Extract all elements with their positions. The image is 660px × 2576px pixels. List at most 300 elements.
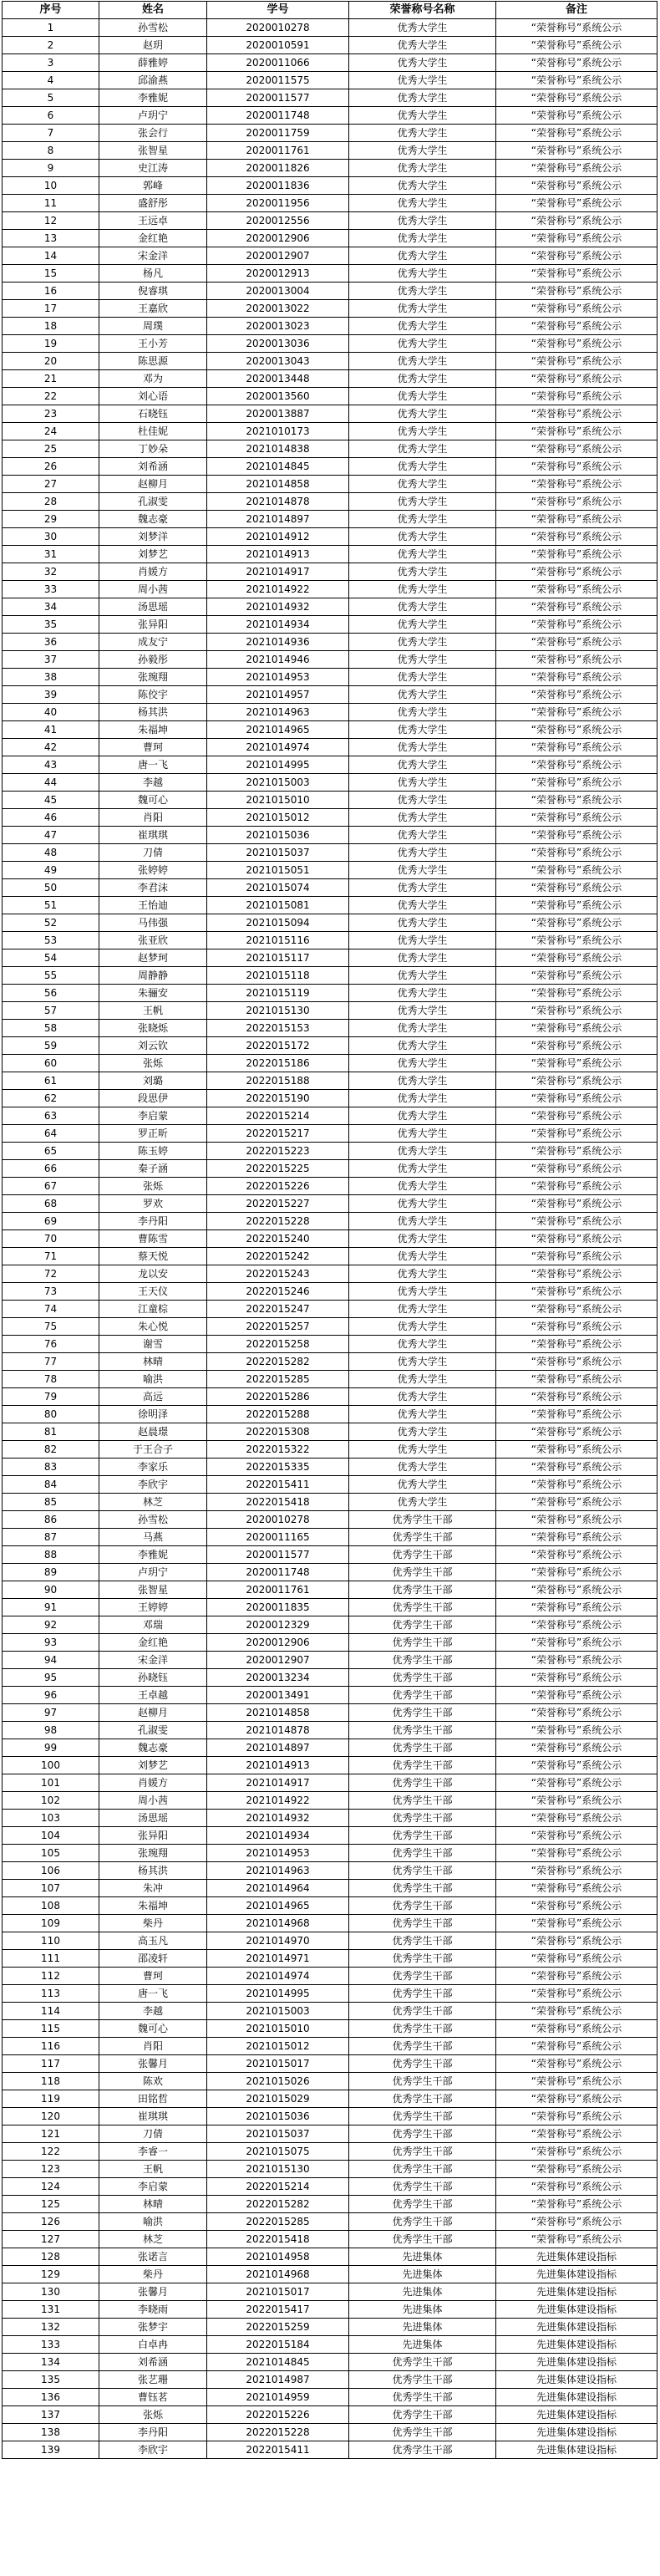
cell-remark: “荣誉称号”系统公示 — [496, 1985, 657, 2003]
cell-index: 14 — [3, 247, 99, 265]
cell-name: 肖媛方 — [99, 1774, 207, 1792]
cell-student-id: 2022015286 — [207, 1388, 349, 1406]
cell-honor-title: 优秀学生干部 — [349, 2424, 496, 2441]
cell-honor-title: 优秀大学生 — [349, 634, 496, 651]
table-row — [3, 2108, 657, 2125]
cell-name: 丁妙朵 — [99, 440, 207, 458]
cell-honor-title: 优秀大学生 — [349, 792, 496, 809]
table-row — [3, 1494, 657, 1511]
cell-student-id: 2021014995 — [207, 1985, 349, 2003]
cell-student-id: 2022015246 — [207, 1283, 349, 1301]
cell-name: 柴丹 — [99, 2266, 207, 2283]
cell-remark: “荣誉称号”系统公示 — [496, 949, 657, 967]
cell-name: 史江涛 — [99, 160, 207, 177]
table-row — [3, 2301, 657, 2319]
cell-honor-title: 优秀学生干部 — [349, 2213, 496, 2231]
table-row — [3, 563, 657, 581]
cell-remark: “荣誉称号”系统公示 — [496, 353, 657, 370]
cell-index: 96 — [3, 1687, 99, 1704]
cell-index: 86 — [3, 1511, 99, 1529]
cell-student-id: 2022015411 — [207, 1476, 349, 1494]
table-row — [3, 1529, 657, 1546]
cell-index: 137 — [3, 2406, 99, 2424]
cell-index: 25 — [3, 440, 99, 458]
table-row — [3, 1985, 657, 2003]
cell-remark: 先进集体建设指标 — [496, 2266, 657, 2283]
table-row — [3, 195, 657, 212]
cell-remark: “荣誉称号”系统公示 — [496, 1564, 657, 1581]
cell-honor-title: 优秀大学生 — [349, 1178, 496, 1195]
cell-honor-title: 优秀大学生 — [349, 739, 496, 756]
table-row — [3, 1845, 657, 1862]
cell-index: 53 — [3, 932, 99, 949]
cell-remark: “荣誉称号”系统公示 — [496, 1669, 657, 1687]
cell-honor-title: 优秀大学生 — [349, 283, 496, 300]
cell-honor-title: 优秀大学生 — [349, 160, 496, 177]
cell-honor-title: 优秀大学生 — [349, 528, 496, 546]
cell-name: 肖阳 — [99, 809, 207, 827]
cell-honor-title: 优秀学生干部 — [349, 1862, 496, 1880]
cell-index: 139 — [3, 2441, 99, 2459]
cell-remark: “荣誉称号”系统公示 — [496, 2073, 657, 2090]
table-row — [3, 370, 657, 388]
cell-index: 26 — [3, 458, 99, 476]
cell-student-id: 2021014936 — [207, 634, 349, 651]
table-row — [3, 1423, 657, 1441]
cell-student-id: 2021014845 — [207, 458, 349, 476]
cell-remark: “荣誉称号”系统公示 — [496, 598, 657, 616]
cell-honor-title: 优秀大学生 — [349, 440, 496, 458]
cell-student-id: 2021015026 — [207, 2073, 349, 2090]
table-row — [3, 598, 657, 616]
cell-honor-title: 优秀大学生 — [349, 704, 496, 721]
cell-honor-title: 优秀学生干部 — [349, 1704, 496, 1722]
cell-honor-title: 优秀大学生 — [349, 546, 496, 563]
table-row — [3, 2073, 657, 2090]
table-row — [3, 1599, 657, 1616]
table-row — [3, 1739, 657, 1757]
cell-name: 崔琪琪 — [99, 2108, 207, 2125]
cell-student-id: 2020012907 — [207, 1652, 349, 1669]
table-row — [3, 318, 657, 335]
cell-honor-title: 优秀大学生 — [349, 932, 496, 949]
cell-student-id: 2021014917 — [207, 1774, 349, 1792]
cell-name: 孙雪松 — [99, 1511, 207, 1529]
table-row — [3, 2231, 657, 2248]
cell-remark: 先进集体建设指标 — [496, 2248, 657, 2266]
cell-student-id: 2020013023 — [207, 318, 349, 335]
cell-name: 陈佼宇 — [99, 686, 207, 704]
cell-student-id: 2020011761 — [207, 142, 349, 160]
cell-honor-title: 优秀学生干部 — [349, 1634, 496, 1652]
table-row — [3, 1880, 657, 1897]
table-row — [3, 1862, 657, 1880]
cell-honor-title: 优秀大学生 — [349, 37, 496, 54]
table-row — [3, 405, 657, 423]
cell-name: 刘梦艺 — [99, 1757, 207, 1774]
cell-name: 刀倩 — [99, 844, 207, 862]
cell-remark: “荣誉称号”系统公示 — [496, 1107, 657, 1125]
cell-remark: “荣誉称号”系统公示 — [496, 1845, 657, 1862]
cell-honor-title: 先进集体 — [349, 2319, 496, 2336]
cell-honor-title: 优秀学生干部 — [349, 1652, 496, 1669]
cell-student-id: 2021015075 — [207, 2143, 349, 2161]
cell-name: 段思伊 — [99, 1090, 207, 1107]
cell-name: 蔡天悦 — [99, 1248, 207, 1265]
cell-name: 曹珂 — [99, 739, 207, 756]
cell-name: 王远卓 — [99, 212, 207, 230]
table-row — [3, 493, 657, 511]
cell-student-id: 2021014897 — [207, 511, 349, 528]
cell-student-id: 2021014917 — [207, 563, 349, 581]
cell-honor-title: 优秀学生干部 — [349, 1810, 496, 1827]
cell-name: 张婷婷 — [99, 862, 207, 879]
cell-name: 龙以安 — [99, 1265, 207, 1283]
cell-honor-title: 优秀大学生 — [349, 230, 496, 247]
cell-student-id: 2021014878 — [207, 493, 349, 511]
cell-remark: “荣誉称号”系统公示 — [496, 1687, 657, 1704]
table-row — [3, 634, 657, 651]
cell-honor-title: 优秀大学生 — [349, 1336, 496, 1353]
table-row — [3, 2161, 657, 2178]
cell-remark: “荣誉称号”系统公示 — [496, 1423, 657, 1441]
cell-remark: “荣誉称号”系统公示 — [496, 1125, 657, 1143]
cell-index: 41 — [3, 721, 99, 739]
cell-honor-title: 优秀学生干部 — [349, 1669, 496, 1687]
cell-name: 刘云钦 — [99, 1037, 207, 1055]
cell-student-id: 2022015172 — [207, 1037, 349, 1055]
cell-name: 林晴 — [99, 2196, 207, 2213]
table-row — [3, 1265, 657, 1283]
cell-honor-title: 优秀大学生 — [349, 1143, 496, 1160]
table-row — [3, 458, 657, 476]
cell-honor-title: 优秀大学生 — [349, 651, 496, 669]
cell-index: 113 — [3, 1985, 99, 2003]
cell-index: 124 — [3, 2178, 99, 2196]
table-row — [3, 1160, 657, 1178]
cell-remark: “荣誉称号”系统公示 — [496, 1652, 657, 1669]
cell-remark: “荣誉称号”系统公示 — [496, 1248, 657, 1265]
header-remark: 备注 — [496, 2, 657, 19]
cell-student-id: 2021014995 — [207, 756, 349, 774]
cell-name: 刘梦洋 — [99, 528, 207, 546]
cell-name: 石晓钰 — [99, 405, 207, 423]
cell-student-id: 2021014913 — [207, 546, 349, 563]
cell-honor-title: 优秀学生干部 — [349, 2090, 496, 2108]
cell-name: 唐一飞 — [99, 1985, 207, 2003]
table-row — [3, 2441, 657, 2459]
cell-index: 21 — [3, 370, 99, 388]
cell-name: 林芝 — [99, 2231, 207, 2248]
cell-name: 杨其洪 — [99, 1862, 207, 1880]
cell-honor-title: 优秀学生干部 — [349, 2178, 496, 2196]
cell-name: 杨其洪 — [99, 704, 207, 721]
cell-index: 3 — [3, 54, 99, 72]
cell-remark: “荣誉称号”系统公示 — [496, 1353, 657, 1371]
cell-remark: “荣誉称号”系统公示 — [496, 967, 657, 985]
cell-student-id: 2022015288 — [207, 1406, 349, 1423]
header-honor-title: 荣誉称号名称 — [349, 2, 496, 19]
cell-name: 魏可心 — [99, 792, 207, 809]
table-row — [3, 616, 657, 634]
cell-name: 邵凌轩 — [99, 1950, 207, 1968]
cell-student-id: 2021014953 — [207, 669, 349, 686]
table-row — [3, 2266, 657, 2283]
cell-student-id: 2021014838 — [207, 440, 349, 458]
cell-student-id: 2020010278 — [207, 19, 349, 37]
cell-name: 张智星 — [99, 1581, 207, 1599]
cell-index: 105 — [3, 1845, 99, 1862]
cell-index: 57 — [3, 1002, 99, 1020]
cell-honor-title: 优秀学生干部 — [349, 1774, 496, 1792]
cell-name: 朱福坤 — [99, 721, 207, 739]
cell-honor-title: 先进集体 — [349, 2301, 496, 2319]
cell-remark: “荣誉称号”系统公示 — [496, 511, 657, 528]
cell-remark: “荣誉称号”系统公示 — [496, 335, 657, 353]
cell-honor-title: 优秀学生干部 — [349, 1845, 496, 1862]
cell-index: 51 — [3, 897, 99, 914]
cell-remark: “荣誉称号”系统公示 — [496, 247, 657, 265]
table-row — [3, 247, 657, 265]
cell-index: 45 — [3, 792, 99, 809]
table-row — [3, 89, 657, 107]
cell-name: 王卓越 — [99, 1687, 207, 1704]
cell-remark: “荣誉称号”系统公示 — [496, 985, 657, 1002]
cell-remark: 先进集体建设指标 — [496, 2354, 657, 2371]
cell-name: 王帆 — [99, 1002, 207, 1020]
cell-name: 孙毅彤 — [99, 651, 207, 669]
cell-student-id: 2020011066 — [207, 54, 349, 72]
cell-index: 9 — [3, 160, 99, 177]
cell-name: 宋金洋 — [99, 1652, 207, 1669]
cell-index: 121 — [3, 2125, 99, 2143]
table-row — [3, 949, 657, 967]
cell-index: 63 — [3, 1107, 99, 1125]
cell-student-id: 2021015119 — [207, 985, 349, 1002]
table-row — [3, 1230, 657, 1248]
cell-remark: “荣誉称号”系统公示 — [496, 721, 657, 739]
table-row — [3, 2213, 657, 2231]
cell-honor-title: 优秀大学生 — [349, 949, 496, 967]
cell-name: 张晓烁 — [99, 1020, 207, 1037]
cell-name: 孔淑雯 — [99, 493, 207, 511]
cell-honor-title: 优秀大学生 — [349, 1072, 496, 1090]
table-row — [3, 1248, 657, 1265]
table-row — [3, 1915, 657, 1932]
cell-honor-title: 优秀学生干部 — [349, 1722, 496, 1739]
cell-index: 40 — [3, 704, 99, 721]
cell-index: 11 — [3, 195, 99, 212]
cell-index: 6 — [3, 107, 99, 125]
cell-name: 赵柳月 — [99, 476, 207, 493]
cell-remark: “荣誉称号”系统公示 — [496, 1002, 657, 1020]
cell-index: 129 — [3, 2266, 99, 2283]
cell-student-id: 2021014974 — [207, 739, 349, 756]
cell-student-id: 2021015012 — [207, 809, 349, 827]
cell-name: 崔琪琪 — [99, 827, 207, 844]
cell-index: 103 — [3, 1810, 99, 1827]
cell-index: 19 — [3, 335, 99, 353]
table-row — [3, 1107, 657, 1125]
cell-name: 林晴 — [99, 1353, 207, 1371]
cell-index: 125 — [3, 2196, 99, 2213]
cell-honor-title: 优秀大学生 — [349, 1459, 496, 1476]
table-row — [3, 2336, 657, 2354]
cell-student-id: 2020013022 — [207, 300, 349, 318]
cell-honor-title: 优秀大学生 — [349, 353, 496, 370]
table-row — [3, 1968, 657, 1985]
cell-remark: “荣誉称号”系统公示 — [496, 651, 657, 669]
cell-index: 106 — [3, 1862, 99, 1880]
cell-student-id: 2022015257 — [207, 1318, 349, 1336]
cell-honor-title: 优秀大学生 — [349, 669, 496, 686]
cell-index: 72 — [3, 1265, 99, 1283]
cell-honor-title: 优秀大学生 — [349, 142, 496, 160]
cell-honor-title: 优秀学生干部 — [349, 1599, 496, 1616]
cell-honor-title: 优秀大学生 — [349, 458, 496, 476]
cell-student-id: 2022015258 — [207, 1336, 349, 1353]
cell-student-id: 2021014932 — [207, 598, 349, 616]
table-row — [3, 756, 657, 774]
cell-index: 126 — [3, 2213, 99, 2231]
cell-honor-title: 优秀大学生 — [349, 1283, 496, 1301]
cell-index: 37 — [3, 651, 99, 669]
cell-index: 85 — [3, 1494, 99, 1511]
cell-student-id: 2021015010 — [207, 792, 349, 809]
cell-index: 109 — [3, 1915, 99, 1932]
cell-name: 张梦宇 — [99, 2319, 207, 2336]
cell-name: 邓为 — [99, 370, 207, 388]
cell-name: 魏可心 — [99, 2020, 207, 2038]
cell-remark: “荣誉称号”系统公示 — [496, 458, 657, 476]
cell-name: 王小芳 — [99, 335, 207, 353]
cell-remark: “荣誉称号”系统公示 — [496, 177, 657, 195]
cell-index: 48 — [3, 844, 99, 862]
cell-honor-title: 先进集体 — [349, 2266, 496, 2283]
cell-student-id: 2021015051 — [207, 862, 349, 879]
cell-student-id: 2021014958 — [207, 2248, 349, 2266]
cell-student-id: 2021014913 — [207, 1757, 349, 1774]
table-row — [3, 388, 657, 405]
cell-honor-title: 优秀大学生 — [349, 1213, 496, 1230]
table-row — [3, 844, 657, 862]
cell-index: 97 — [3, 1704, 99, 1722]
cell-name: 朱冲 — [99, 1880, 207, 1897]
cell-index: 134 — [3, 2354, 99, 2371]
cell-index: 114 — [3, 2003, 99, 2020]
cell-student-id: 2021014878 — [207, 1722, 349, 1739]
cell-honor-title: 优秀大学生 — [349, 879, 496, 897]
cell-honor-title: 优秀大学生 — [349, 1248, 496, 1265]
cell-remark: “荣誉称号”系统公示 — [496, 1160, 657, 1178]
table-row — [3, 1774, 657, 1792]
cell-index: 93 — [3, 1634, 99, 1652]
cell-remark: “荣誉称号”系统公示 — [496, 1459, 657, 1476]
cell-honor-title: 优秀大学生 — [349, 985, 496, 1002]
table-row — [3, 651, 657, 669]
cell-index: 132 — [3, 2319, 99, 2336]
cell-name: 张琬翔 — [99, 1845, 207, 1862]
cell-remark: “荣誉称号”系统公示 — [496, 1494, 657, 1511]
cell-student-id: 2022015186 — [207, 1055, 349, 1072]
cell-remark: “荣誉称号”系统公示 — [496, 1476, 657, 1494]
cell-name: 杨凡 — [99, 265, 207, 283]
cell-name: 张会行 — [99, 125, 207, 142]
cell-remark: “荣誉称号”系统公示 — [496, 2161, 657, 2178]
cell-honor-title: 优秀大学生 — [349, 1055, 496, 1072]
table-row — [3, 230, 657, 247]
cell-remark: “荣誉称号”系统公示 — [496, 774, 657, 792]
table-row — [3, 177, 657, 195]
table-row — [3, 2354, 657, 2371]
cell-index: 29 — [3, 511, 99, 528]
table-row — [3, 1616, 657, 1634]
cell-honor-title: 优秀大学生 — [349, 774, 496, 792]
header-index: 序号 — [3, 2, 99, 19]
cell-remark: “荣誉称号”系统公示 — [496, 1950, 657, 1968]
cell-student-id: 2021014845 — [207, 2354, 349, 2371]
cell-student-id: 2022015418 — [207, 2231, 349, 2248]
cell-honor-title: 优秀大学生 — [349, 1002, 496, 1020]
table-row — [3, 2125, 657, 2143]
cell-index: 128 — [3, 2248, 99, 2266]
cell-index: 5 — [3, 89, 99, 107]
cell-name: 马伟强 — [99, 914, 207, 932]
table-row — [3, 1564, 657, 1581]
table-row — [3, 2055, 657, 2073]
cell-remark: “荣誉称号”系统公示 — [496, 1230, 657, 1248]
cell-name: 刘璐 — [99, 1072, 207, 1090]
cell-index: 54 — [3, 949, 99, 967]
cell-honor-title: 优秀学生干部 — [349, 1739, 496, 1757]
cell-student-id: 2022015228 — [207, 2424, 349, 2441]
cell-index: 123 — [3, 2161, 99, 2178]
cell-student-id: 2021014912 — [207, 528, 349, 546]
cell-remark: “荣誉称号”系统公示 — [496, 1529, 657, 1546]
cell-honor-title: 优秀学生干部 — [349, 2389, 496, 2406]
cell-student-id: 2021015094 — [207, 914, 349, 932]
cell-index: 127 — [3, 2231, 99, 2248]
cell-index: 16 — [3, 283, 99, 300]
cell-student-id: 2022015226 — [207, 2406, 349, 2424]
cell-honor-title: 优秀学生干部 — [349, 2020, 496, 2038]
cell-student-id: 2021015130 — [207, 1002, 349, 1020]
cell-index: 10 — [3, 177, 99, 195]
cell-student-id: 2022015282 — [207, 2196, 349, 2213]
cell-index: 59 — [3, 1037, 99, 1055]
cell-student-id: 2021015116 — [207, 932, 349, 949]
cell-student-id: 2021014932 — [207, 1810, 349, 1827]
cell-remark: “荣誉称号”系统公示 — [496, 932, 657, 949]
cell-honor-title: 优秀大学生 — [349, 1090, 496, 1107]
cell-name: 李欣宇 — [99, 2441, 207, 2459]
cell-index: 108 — [3, 1897, 99, 1915]
cell-honor-title: 优秀大学生 — [349, 1406, 496, 1423]
table-row — [3, 1143, 657, 1160]
cell-index: 84 — [3, 1476, 99, 1494]
table-row — [3, 1318, 657, 1336]
table-row — [3, 879, 657, 897]
table-row — [3, 1406, 657, 1423]
cell-index: 15 — [3, 265, 99, 283]
cell-remark: “荣誉称号”系统公示 — [496, 300, 657, 318]
cell-student-id: 2022015285 — [207, 1371, 349, 1388]
cell-index: 12 — [3, 212, 99, 230]
cell-name: 罗欢 — [99, 1195, 207, 1213]
table-row — [3, 1336, 657, 1353]
cell-student-id: 2022015227 — [207, 1195, 349, 1213]
cell-index: 75 — [3, 1318, 99, 1336]
